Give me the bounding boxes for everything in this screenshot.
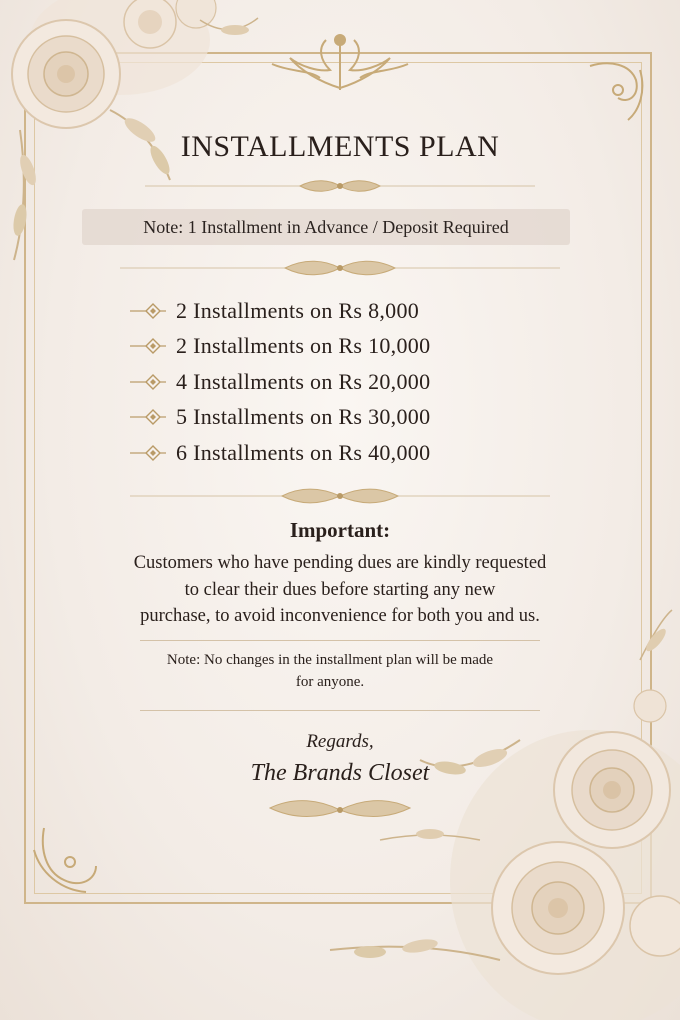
plan-text: 6 Installments on Rs 40,000 bbox=[176, 439, 431, 465]
important-message bbox=[80, 550, 600, 630]
important-line-2: to clear their dues before starting any new bbox=[184, 579, 496, 600]
divider-ornament-1-icon bbox=[145, 181, 535, 192]
divider-ornament-2-icon bbox=[120, 261, 560, 275]
brand-signature: The Brands Closet bbox=[250, 760, 430, 786]
divider-line bbox=[140, 640, 540, 641]
diamond-bullet-icon bbox=[130, 372, 172, 392]
plan-text: 2 Installments on Rs 10,000 bbox=[176, 333, 431, 359]
plan-text: 4 Installments on Rs 20,000 bbox=[176, 368, 431, 394]
important-heading: Important: bbox=[289, 518, 391, 542]
plan-text: 5 Installments on Rs 30,000 bbox=[176, 404, 431, 430]
list-item bbox=[130, 329, 430, 365]
divider-line bbox=[140, 710, 540, 711]
list-item bbox=[130, 400, 430, 436]
diamond-bullet-icon bbox=[130, 407, 172, 427]
important-line-3: purchase, to avoid inconvenience for both you and us. bbox=[140, 606, 540, 626]
list-item bbox=[130, 364, 430, 400]
divider-ornament-4-icon bbox=[270, 801, 410, 817]
plan-text: 2 Installments on Rs 8,000 bbox=[176, 297, 420, 323]
top-right-corner-flourish-icon bbox=[590, 63, 642, 120]
page-title: INSTALLMENTS PLAN bbox=[180, 130, 500, 163]
bottom-left-corner-flourish-icon bbox=[34, 828, 96, 892]
plan-change-note bbox=[110, 649, 550, 693]
regards-text: Regards, bbox=[306, 731, 374, 752]
plan-note-line-1: Note: No changes in the installment plan will be made bbox=[166, 652, 494, 668]
divider-ornament-3-icon bbox=[130, 489, 550, 503]
advance-deposit-note: Note: 1 Installment in Advance / Deposit Required bbox=[82, 209, 570, 245]
important-line-1: Customers who have pending dues are kindly requested bbox=[133, 553, 547, 573]
list-item bbox=[130, 435, 430, 471]
diamond-bullet-icon bbox=[130, 336, 172, 356]
diamond-bullet-icon bbox=[130, 301, 172, 321]
list-item bbox=[130, 293, 430, 329]
installment-plan-list bbox=[130, 293, 430, 471]
top-center-ornament-icon bbox=[272, 35, 408, 90]
plan-note-line-2: for anyone. bbox=[295, 674, 365, 690]
diamond-bullet-icon bbox=[130, 443, 172, 463]
